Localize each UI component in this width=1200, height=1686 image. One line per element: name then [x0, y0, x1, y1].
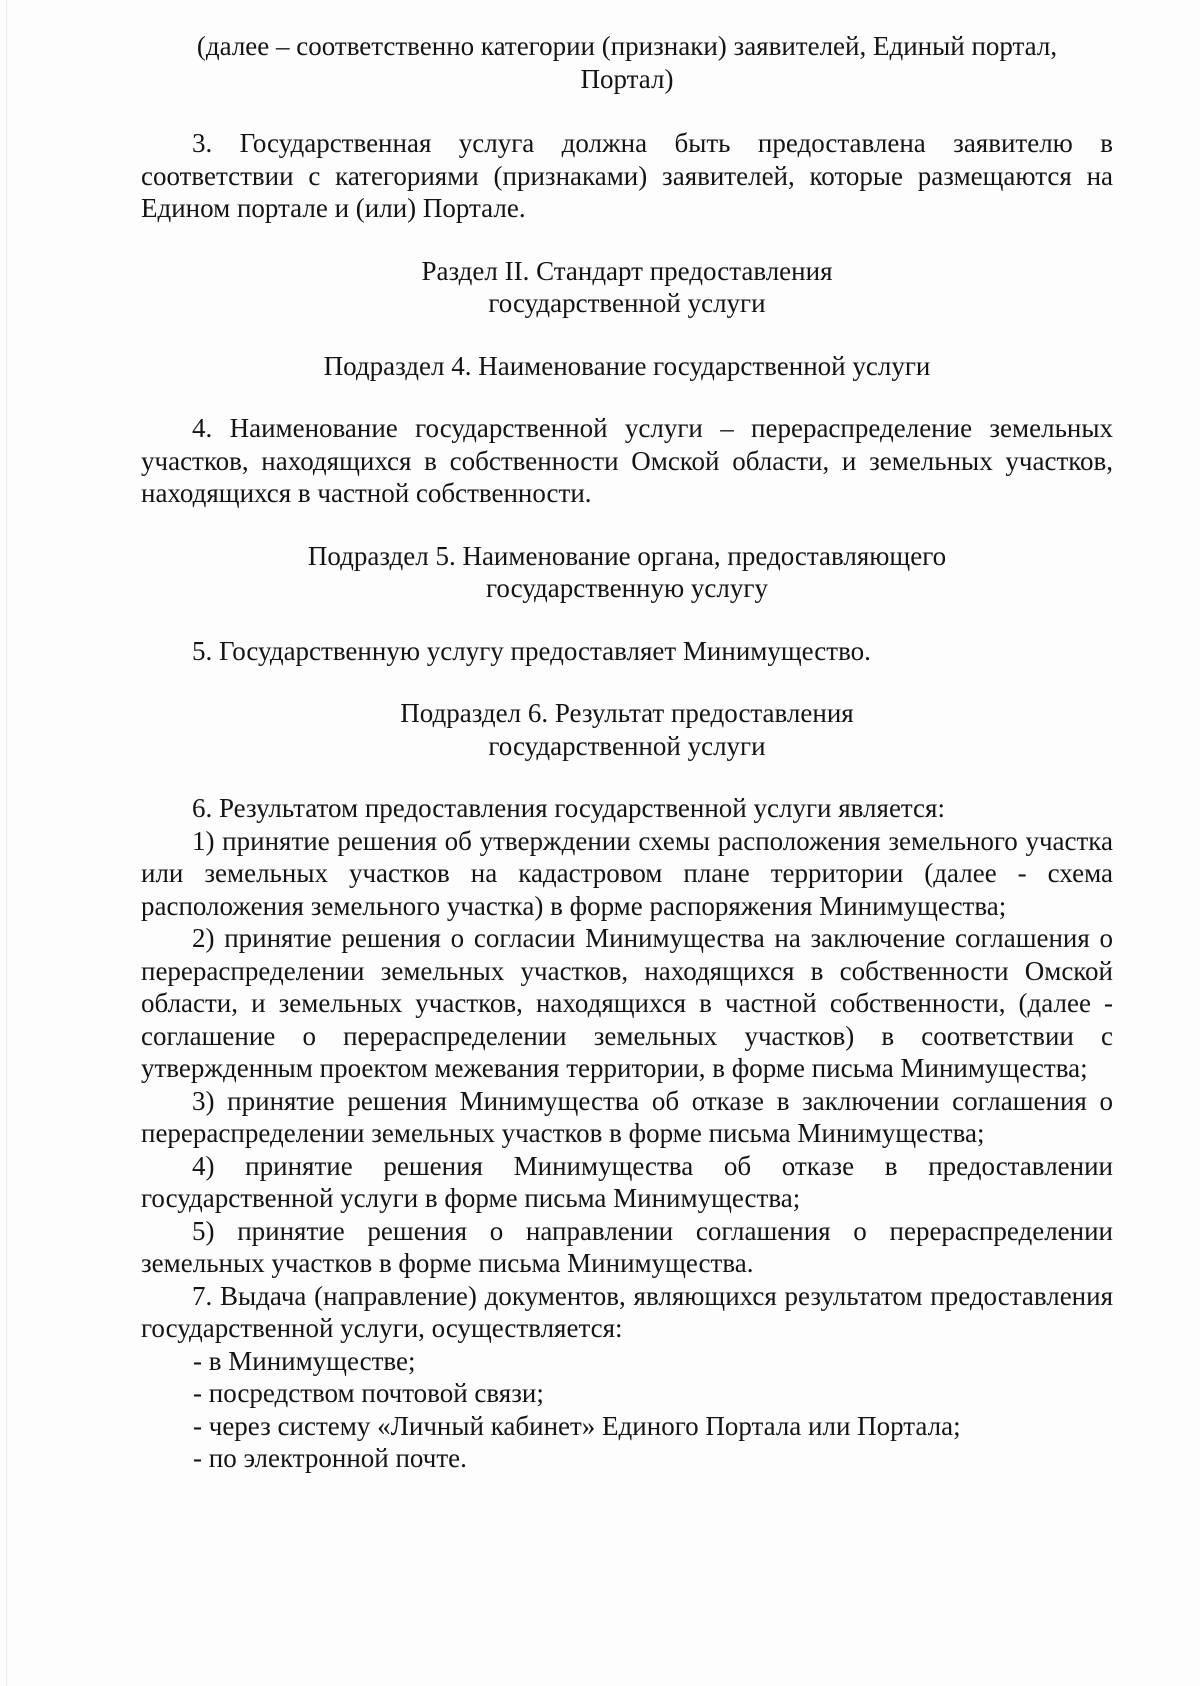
paragraph-7-lead: 7. Выдача (направление) документов, являющихся результатом предоставления государственной услуги, осуществляется:: [141, 1280, 1113, 1343]
intro-tail: (далее – соответственно категории (признаки) заявителей, Единый портал, Портал): [196, 31, 1058, 94]
subsection-6-heading-line1: Подраздел 6. Результат предоставления: [400, 698, 854, 728]
subsection-5-heading-line2: государственную услугу: [486, 573, 768, 603]
paragraph-6-item-2: 2) принятие решения о согласии Минимущества на заключение соглашения о перераспределении земельных участков, находящихся в собственности Омской области, и земельных участков, находящихся в частной собственности, (далее - соглашение о перераспределении земельных участков) в соответствии с утвержденным проектом межевания территории, в форме письма Минимущества;: [141, 923, 1113, 1083]
paragraph-4: 4. Наименование государственной услуги – перераспределение земельных участков, находящихся в собственности Омской области, и земельных участков, находящихся в частной собственности.: [141, 413, 1113, 508]
paragraph-6-item-4: 4) принятие решения Минимущества об отказе в предоставлении государственной услуги в форме письма Минимущества;: [141, 1150, 1113, 1213]
subsection-5-heading-line1: Подраздел 5. Наименование органа, предоставляющего: [307, 540, 947, 571]
document-body: [141, 30, 1113, 1475]
paragraph-6-item-3: 3) принятие решения Минимущества об отказе в заключении соглашения о перераспределении земельных участков в форме письма Минимущества;: [141, 1085, 1113, 1148]
subsection-4-heading: Подраздел 4. Наименование государственной услуги: [323, 350, 931, 381]
paragraph-5: 5. Государственную услугу предоставляет Минимущество.: [192, 635, 871, 666]
section-2-heading-line2: государственной услуги: [488, 288, 766, 318]
scan-edge: [6, 0, 7, 1686]
paragraph-6-item-5: 5) принятие решения о направлении соглашения о перераспределении земельных участков в форме письма Минимущества.: [141, 1215, 1113, 1278]
paragraph-7-item-4: - по электронной почте.: [193, 1443, 467, 1473]
section-2-heading-line1: Раздел II. Стандарт предоставления: [421, 255, 833, 286]
paragraph-7-item-1: - в Минимуществе;: [193, 1345, 416, 1376]
paragraph-7-item-2: - посредством почтовой связи;: [193, 1378, 544, 1408]
paragraph-6-lead: 6. Результатом предоставления государственной услуги является:: [192, 793, 945, 823]
paragraph-3: 3. Государственная услуга должна быть предоставлена заявителю в соответствии с категориями (признаками) заявителей, которые размещаются на Едином портале и (или) Портале.: [141, 128, 1113, 223]
subsection-6-heading-line2: государственной услуги: [488, 730, 766, 761]
paragraph-6-item-1: 1) принятие решения об утверждении схемы расположения земельного участка или земельных участков на кадастровом плане территории (далее - схема расположения земельного участка) в форме распоряжения Минимущества;: [141, 825, 1113, 921]
paragraph-7-item-3: - через систему «Личный кабинет» Единого Портала или Портала;: [193, 1410, 961, 1441]
